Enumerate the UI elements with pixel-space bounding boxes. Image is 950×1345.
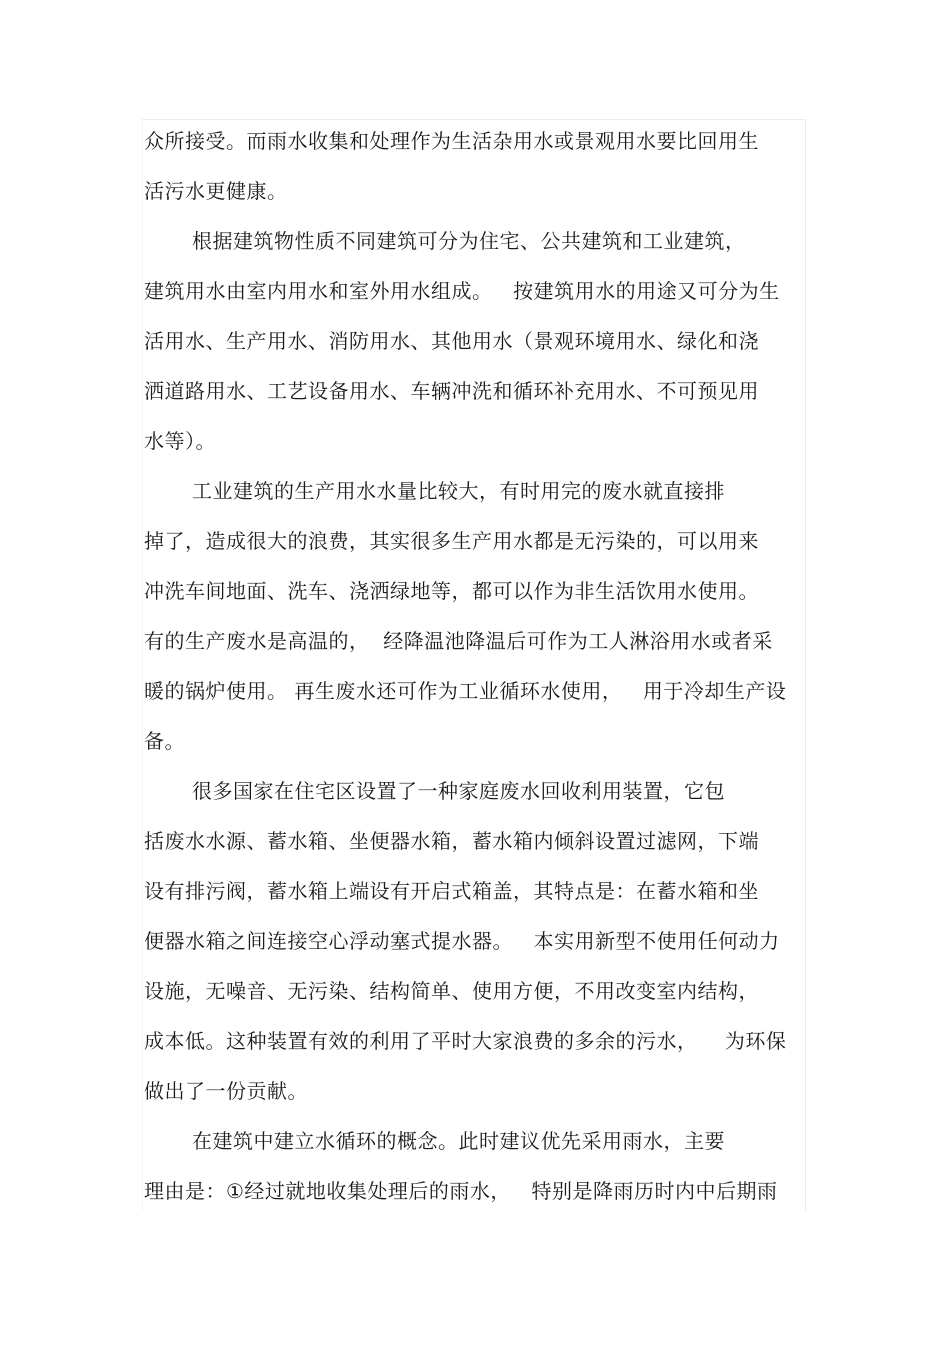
text-line: 掉了，造成很大的浪费，其实很多生产用水都是无污染的，可以用来 [144, 529, 759, 553]
text-line: 水等）。 [144, 429, 216, 453]
text-line: 便器水箱之间连接空心浮动塞式提水器。 本实用新型不使用任何动力 [144, 929, 780, 953]
text-line: 有的生产废水是高温的， 经降温池降温后可作为工人淋浴用水或者采 [144, 629, 773, 653]
text-line: 设施，无噪音、无污染、结构简单、使用方便，不用改变室内结构， [144, 979, 759, 1003]
text-line: 暖的锅炉使用。 再生废水还可作为工业循环水使用， 用于冷却生产设 [144, 679, 787, 703]
text-line: 冲洗车间地面、洗车、浇洒绿地等，都可以作为非生活饮用水使用。 [144, 579, 759, 603]
text-line: 众所接受。而雨水收集和处理作为生活杂用水或景观用水要比回用生 [144, 129, 759, 153]
text-line: 活用水、生产用水、消防用水、其他用水（景观环境用水、绿化和浇 [144, 329, 759, 353]
text-line: 建筑用水由室内用水和室外用水组成。 按建筑用水的用途又可分为生 [144, 279, 780, 303]
text-line: 根据建筑物性质不同建筑可分为住宅、公共建筑和工业建筑， [144, 229, 746, 253]
text-line: 工业建筑的生产用水水量比较大，有时用完的废水就直接排 [144, 479, 726, 503]
text-line: 备。 [144, 729, 185, 753]
text-line: 很多国家在住宅区设置了一种家庭废水回收利用装置，它包 [144, 779, 726, 803]
text-line: 设有排污阀，蓄水箱上端设有开启式箱盖，其特点是：在蓄水箱和坐 [144, 879, 759, 903]
text-line: 成本低。这种装置有效的利用了平时大家浪费的多余的污水， 为环保 [144, 1029, 787, 1053]
text-line: 洒道路用水、工艺设备用水、车辆冲洗和循环补充用水、不可预见用 [144, 379, 759, 403]
text-line: 在建筑中建立水循环的概念。此时建议优先采用雨水，主要 [144, 1129, 726, 1153]
text-line: 括废水水源、蓄水箱、坐便器水箱，蓄水箱内倾斜设置过滤网，下端 [144, 829, 759, 853]
text-line: 做出了一份贡献。 [144, 1079, 308, 1103]
text-line: 理由是：①经过就地收集处理后的雨水， 特别是降雨历时内中后期雨 [144, 1179, 778, 1203]
text-line: 活污水更健康。 [144, 179, 288, 203]
